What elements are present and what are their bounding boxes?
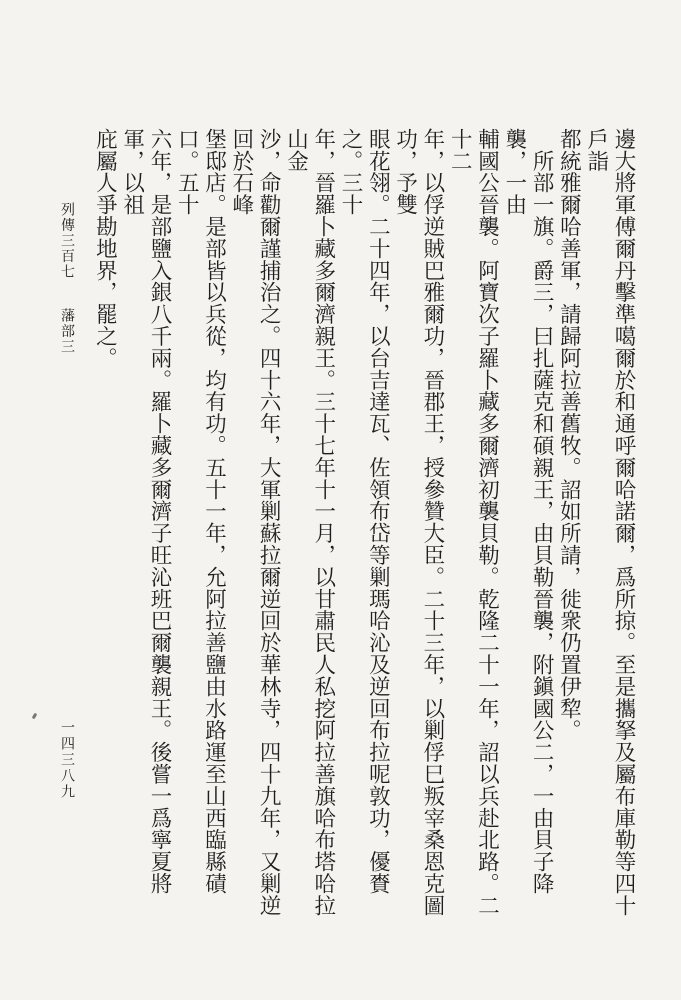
text-column: 沙，命勸爾謹捕治之。四十六年，大軍剿蘇拉爾逆回於華林寺，四十九年，又剿逆回於石峰 bbox=[228, 128, 282, 917]
text-column: 庇屬人爭勘地界，罷之。 bbox=[92, 128, 118, 369]
text-column: 堡邸店。是部皆以兵從，均有功。五十一年，允阿拉善鹽由水路運至山西臨縣磧口。五十 bbox=[174, 128, 227, 895]
scan-speck bbox=[32, 713, 38, 720]
text-column: 所部一旗。爵三，曰扎薩克和碩親王，由貝勒晉襲，附鎭國公二，一由貝子降襲，一由 bbox=[501, 128, 555, 895]
running-header bbox=[57, 202, 77, 354]
text-column: 輔國公晉襲。阿寶次子羅卜藏多爾濟初襲貝勒。乾隆二十一年，詔以兵赴北路。二十二 bbox=[447, 128, 500, 917]
running-header-subsection: 藩部三 bbox=[59, 307, 75, 354]
text-column: 邊大將軍傅爾丹擊準噶爾於和通呼爾哈諾爾，爲所掠。至是攜拏及屬布庫勒等四十戶詣 bbox=[583, 128, 636, 917]
text-column: 六年，是部鹽入銀八千兩。羅卜藏多爾濟子旺沁班巴爾襲親王。後嘗一爲寧夏將軍，以祖 bbox=[119, 128, 172, 895]
text-column: 都統雅爾哈善軍，請歸阿拉善舊牧。詔如所請，徙衆仍置伊犂。 bbox=[556, 128, 582, 742]
text-column: 年，晉羅卜藏多爾濟親王。三十七年十一月，以甘肅民人私挖阿拉善旗哈布塔哈拉山金 bbox=[283, 128, 336, 917]
main-text bbox=[92, 128, 637, 936]
running-header-section: 列傳三百七 bbox=[59, 202, 75, 280]
text-column: 眼花翎。二十四年，以台吉達瓦、佐領布岱等剿瑪哈沁及逆回布拉呢敦功，優賚之。三十 bbox=[338, 128, 391, 895]
page-number: 一四三八九 bbox=[59, 720, 75, 800]
text-column: 年，以俘逆賊巴雅爾功，晉郡王，授參贊大臣。二十三年，以剿俘巳叛宰桑恩克圖功，予雙 bbox=[392, 128, 445, 917]
